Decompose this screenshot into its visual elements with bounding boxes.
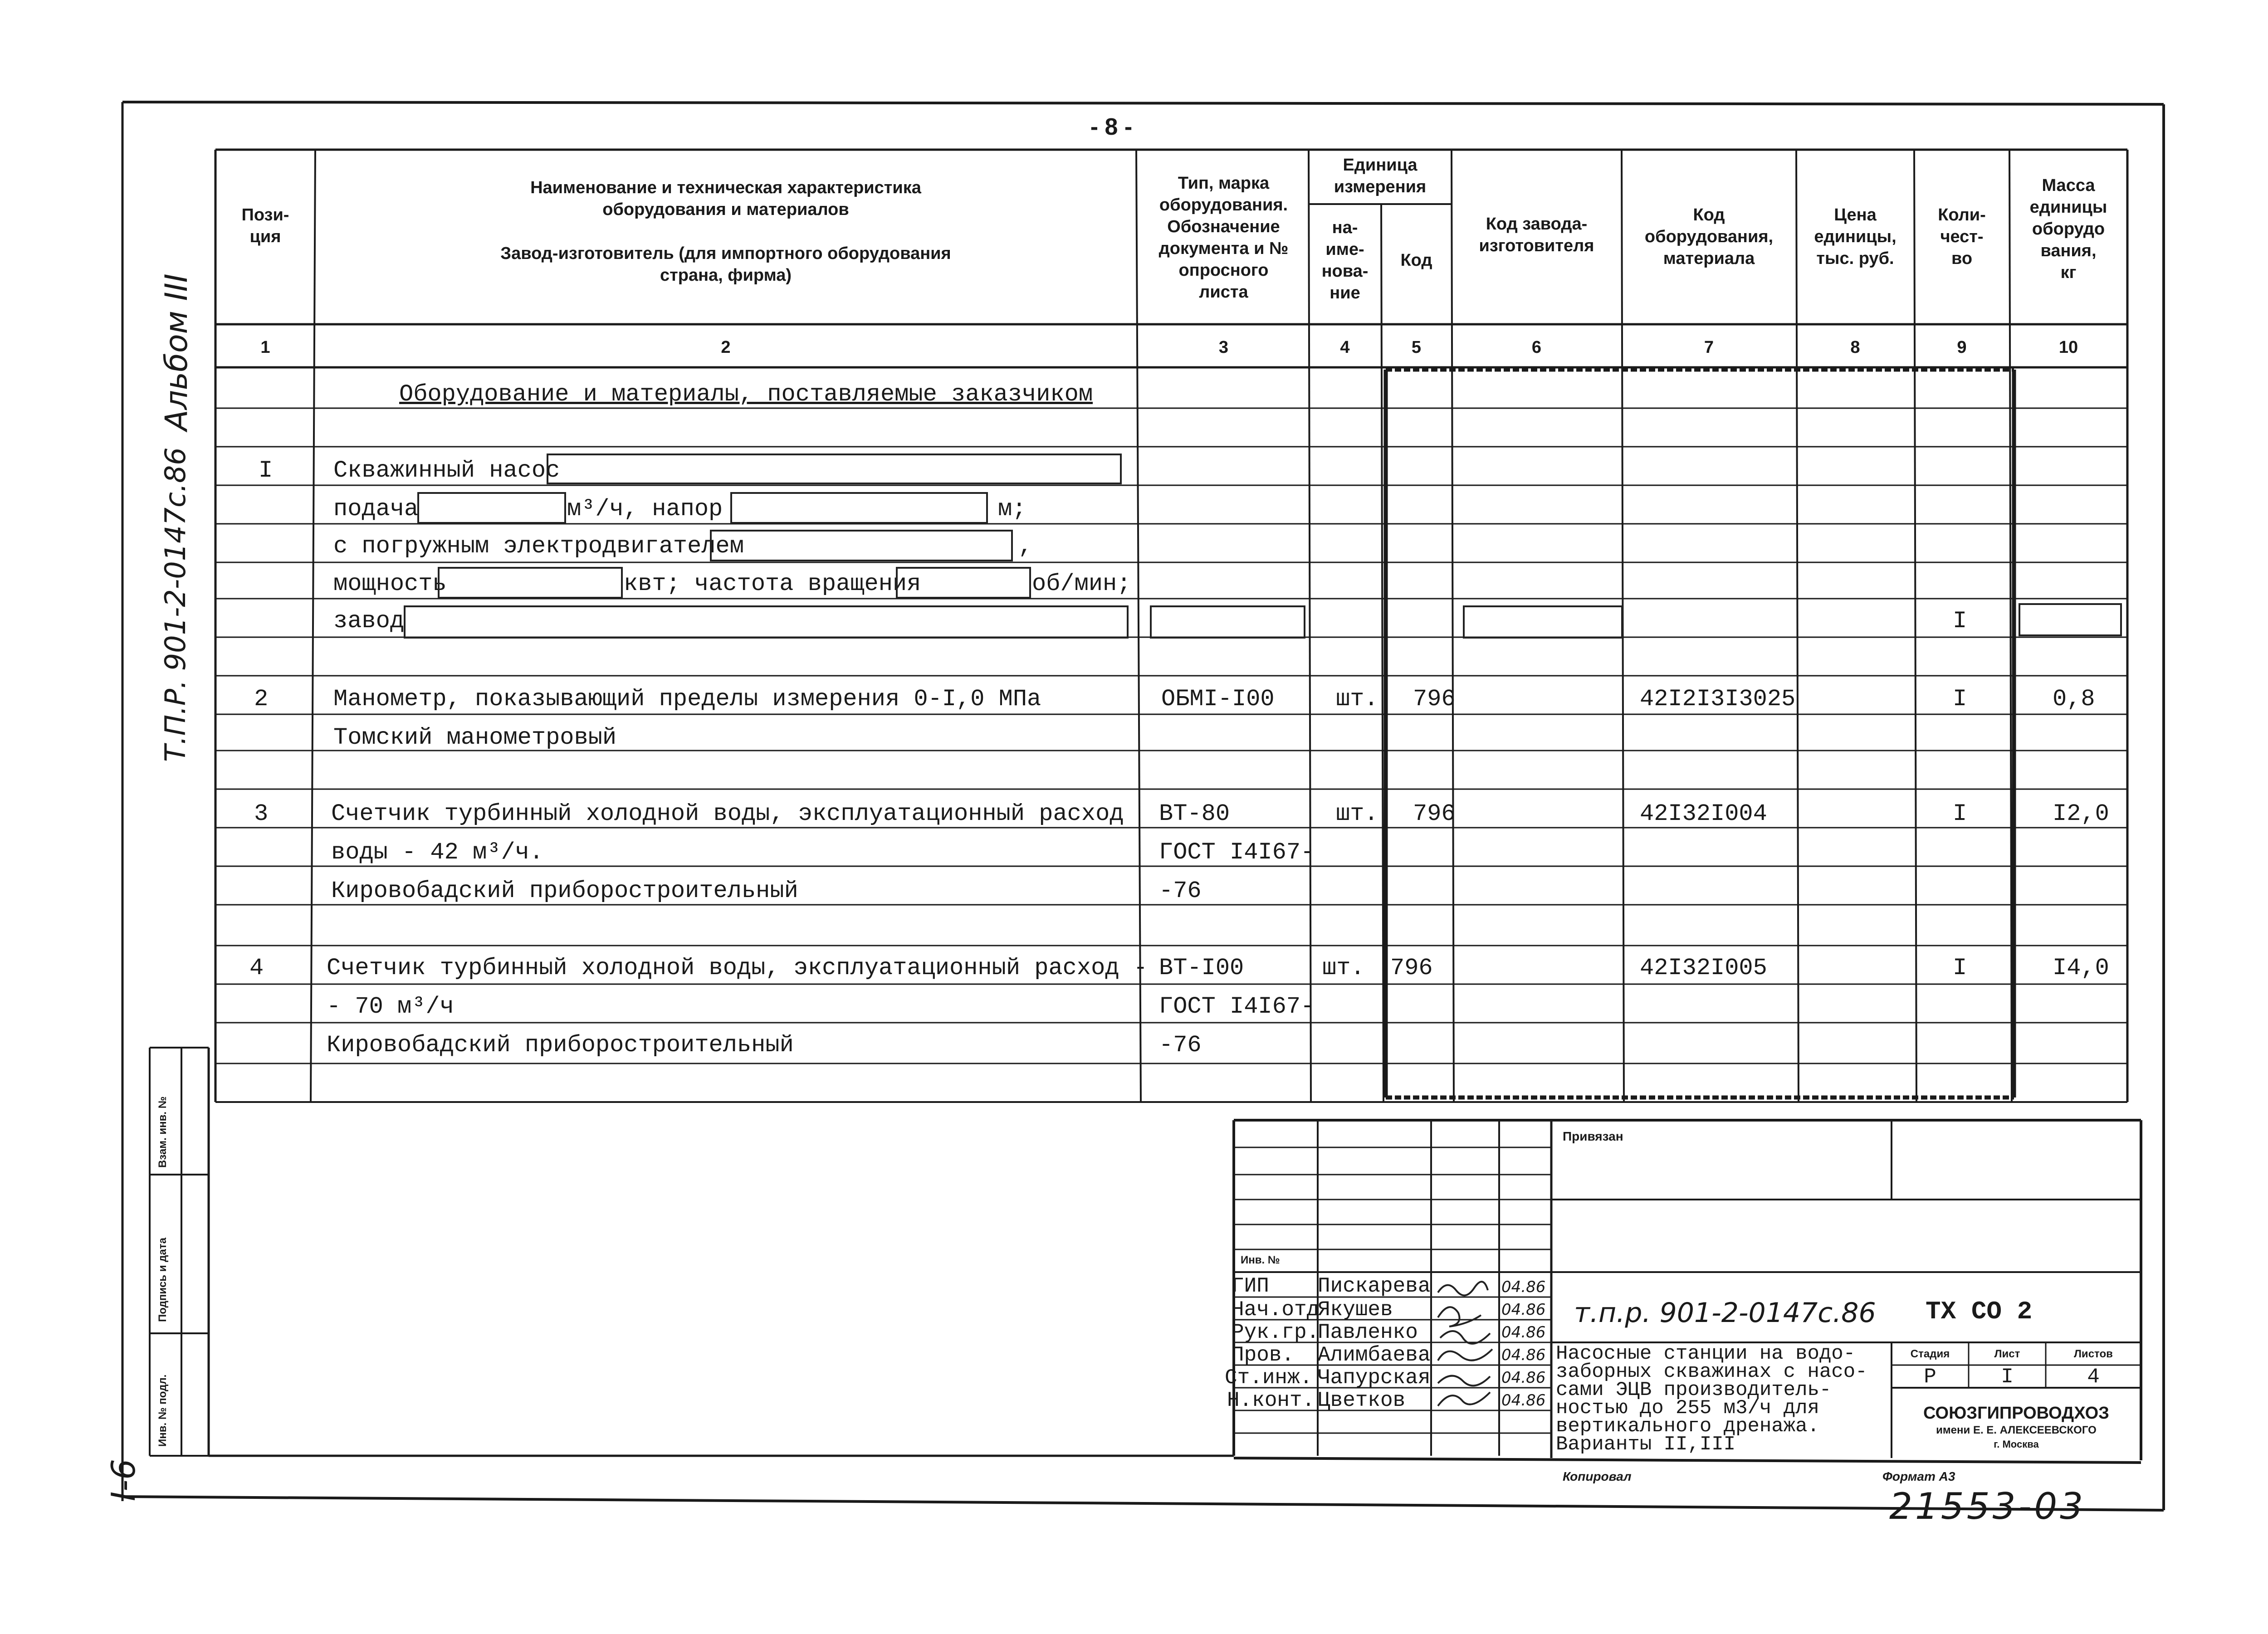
manufacturer-field[interactable]: [404, 605, 1129, 639]
name-alimbaeva: Алимбаева: [1318, 1343, 1431, 1367]
stage-value: Р: [1924, 1365, 1936, 1389]
item3-line1: Счетчик турбинный холодной воды, эксплуатационный расход: [331, 800, 1124, 827]
name-piskareva: Пискарева: [1318, 1274, 1431, 1298]
side-reference: I-6: [104, 1458, 142, 1501]
role-group-head: Рук.гр.: [1232, 1321, 1320, 1344]
item3-line3: Кировобадский приборостроительный: [331, 878, 798, 904]
item3-position: 3: [254, 800, 269, 827]
column-number-6: 6: [1531, 338, 1542, 357]
item1-position: I: [259, 457, 273, 484]
role-senior-engineer: Ст.инж.: [1225, 1366, 1313, 1390]
item4-unit: шт.: [1322, 955, 1365, 981]
header-unit-group: Единица измерения: [1334, 156, 1427, 196]
header-quantity: Коли- чест- во: [1938, 205, 1986, 268]
header-mass: Масса единицы оборудо вания, кг: [2029, 176, 2107, 282]
header-type: Тип, марка оборудования. Обозначение документа и № опросного листа: [1158, 174, 1289, 302]
side-column-inv-number: Инв. № подл.: [156, 1374, 169, 1447]
item3-type-line1: ВТ-80: [1159, 800, 1230, 827]
item1-line2-unit: м³/ч, напор: [567, 496, 723, 522]
page-number: - 8 -: [1090, 114, 1133, 140]
type-field[interactable]: [1150, 605, 1305, 639]
header-name-subtitle: Завод-изготовитель (для импортного оборудования страна, фирма): [500, 244, 951, 285]
sheet-value: I: [2001, 1365, 2014, 1389]
column-number-5: 5: [1411, 338, 1422, 357]
item2-quantity: I: [1953, 686, 1967, 712]
item3-type-line2: ГОСТ I4I67-: [1159, 839, 1315, 866]
pump-model-field[interactable]: [547, 454, 1122, 484]
name-pavlenko: Павленко: [1318, 1321, 1418, 1344]
column-number-4: 4: [1340, 338, 1350, 357]
item3-unit-code: 796: [1413, 800, 1456, 827]
header-position: Пози- ция: [241, 205, 289, 246]
head-field[interactable]: [730, 492, 988, 524]
column-number-1: 1: [260, 338, 270, 357]
item4-type-line1: ВТ-I00: [1159, 955, 1244, 981]
role-checked: Пров.: [1232, 1343, 1295, 1367]
item4-mass: I4,0: [2053, 955, 2109, 981]
sheets-value: 4: [2087, 1365, 2100, 1389]
format-label: Формат А3: [1882, 1469, 1955, 1483]
sheets-label: Листов: [2074, 1348, 2113, 1360]
item3-quantity: I: [1953, 800, 1967, 827]
header-equipment-code: Код оборудования, материала: [1644, 205, 1774, 268]
date-6: 04.86: [1501, 1391, 1546, 1410]
item2-position: 2: [254, 686, 269, 712]
item2-equipment-code: 42I2I3I3025: [1640, 686, 1796, 712]
item1-line4-label: мощность: [333, 571, 447, 597]
item1-line3-end: ,: [1018, 533, 1033, 560]
inventory-number-label: Инв. №: [1241, 1254, 1280, 1266]
side-column-replace-inv: Взам. инв. №: [156, 1096, 169, 1168]
item1-line5-label: завод: [333, 608, 405, 634]
item1-line2-end: м;: [998, 496, 1026, 522]
organization-name: СОЮЗГИПРОВОДХОЗ: [1923, 1404, 2109, 1423]
column-number-2: 2: [721, 338, 731, 357]
side-column-signature-date: Подпись и дата: [156, 1238, 169, 1322]
item2-unit: шт.: [1336, 686, 1378, 712]
item3-mass: I2,0: [2053, 800, 2109, 827]
item3-unit: шт.: [1336, 800, 1378, 827]
date-4: 04.86: [1501, 1346, 1546, 1364]
side-document-code: Т.П.Р. 901-2-0147с.86: [159, 447, 192, 762]
name-yakushev: Якушев: [1318, 1298, 1393, 1322]
maker-code-field[interactable]: [1463, 605, 1623, 639]
column-number-9: 9: [1957, 338, 1967, 357]
section-title: Оборудование и материалы, поставляемые заказчиком: [399, 381, 1093, 408]
header-name-title: Наименование и техническая характеристика оборудования и материалов: [530, 178, 921, 219]
motor-field[interactable]: [710, 530, 1013, 561]
rotation-speed-field[interactable]: [896, 567, 1031, 599]
item3-line2: воды - 42 м³/ч.: [331, 839, 544, 866]
date-5: 04.86: [1501, 1369, 1546, 1387]
header-maker-code: Код завода- изготовителя: [1479, 215, 1594, 255]
item2-mass: 0,8: [2053, 686, 2095, 712]
item1-line1: Скважинный насос: [333, 457, 560, 484]
item2-line2: Томский манометровый: [333, 724, 617, 751]
item4-equipment-code: 42I32I005: [1640, 955, 1767, 981]
archive-number: 21553-03: [1889, 1485, 2086, 1527]
item3-equipment-code: 42I32I004: [1640, 800, 1767, 827]
attached-label: Привязан: [1563, 1129, 1623, 1143]
item2-type: ОБМI-I00: [1161, 686, 1275, 712]
column-number-10: 10: [2058, 338, 2078, 357]
copied-label: Копировал: [1563, 1469, 1632, 1483]
date-1: 04.86: [1501, 1278, 1546, 1296]
header-price: Цена единицы, тыс. руб.: [1814, 205, 1897, 268]
item4-line1: Счетчик турбинный холодной воды, эксплуатационный расход -: [327, 955, 1148, 981]
organization-city: г. Москва: [1994, 1439, 2039, 1450]
date-3: 04.86: [1501, 1323, 1546, 1341]
power-field[interactable]: [438, 567, 623, 599]
drawing-description: Насосные станции на водо- заборных скважинах с насо- сами ЭЦВ производитель- ностью до 255 м3/ч для вертикального дренажа. Варианты II,III: [1556, 1342, 1867, 1456]
item4-type-line3: -76: [1159, 1032, 1202, 1058]
item4-line2: - 70 м³/ч: [327, 993, 454, 1020]
item1-line2-label: подача: [333, 496, 419, 522]
role-gip: ГИП: [1232, 1274, 1269, 1298]
sheet-code: ТХ СО 2: [1926, 1297, 2033, 1326]
name-tsvetkov: Цветков: [1318, 1389, 1406, 1412]
item2-line1: Манометр, показывающий пределы измерения 0-I,0 МПа: [333, 686, 1041, 712]
flow-rate-field[interactable]: [417, 492, 566, 524]
header-unit-name: на- име- нова- ние: [1321, 218, 1369, 302]
mass-field[interactable]: [2019, 603, 2122, 636]
column-number-3: 3: [1218, 338, 1229, 357]
item4-unit-code: 796: [1390, 955, 1433, 981]
stage-label: Стадия: [1910, 1348, 1950, 1360]
item4-line3: Кировобадский приборостроительный: [327, 1032, 794, 1058]
project-code: т.п.р. 901-2-0147с.86: [1574, 1297, 1876, 1329]
item4-quantity: I: [1953, 955, 1967, 981]
date-2: 04.86: [1501, 1301, 1546, 1319]
name-chapurskaya: Чапурская: [1318, 1366, 1431, 1390]
item4-type-line2: ГОСТ I4I67-: [1159, 993, 1315, 1020]
column-number-8: 8: [1850, 338, 1860, 357]
item2-unit-code: 796: [1413, 686, 1456, 712]
item1-line3-label: с погружным электродвигателем: [333, 533, 744, 560]
role-norm-control: Н.конт.: [1227, 1389, 1315, 1412]
organization-subtitle: имени Е. Е. АЛЕКСЕЕВСКОГО: [1936, 1424, 2097, 1436]
item1-quantity: I: [1953, 608, 1967, 634]
album-stamp: Альбом III: [159, 273, 195, 431]
item1-line4-end: об/мин;: [1032, 571, 1131, 597]
sheet-label: Лист: [1994, 1348, 2020, 1360]
item1-line4-mid: квт; частота вращения: [624, 571, 921, 597]
role-dept-head: Нач.отд: [1232, 1298, 1320, 1322]
item3-type-line3: -76: [1159, 878, 1202, 904]
header-unit-code: Код: [1400, 251, 1432, 270]
column-number-7: 7: [1704, 338, 1714, 357]
item4-position: 4: [249, 955, 264, 981]
